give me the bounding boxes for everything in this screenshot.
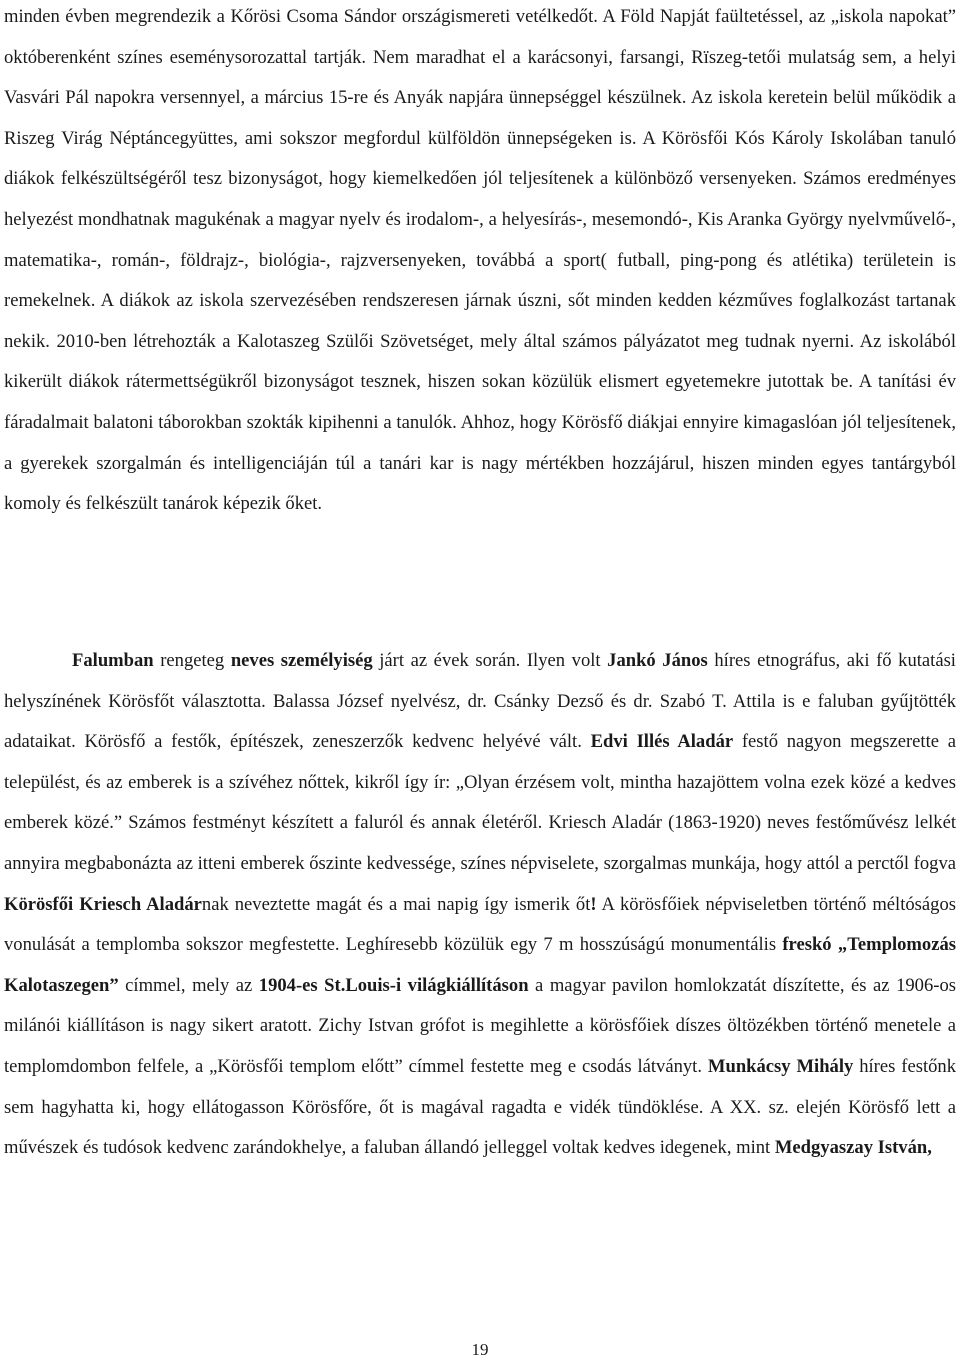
body-text: A körösfőiek népviseletben történő méltóságos vonulását a templomba sokszor megfestette. Leghíresebb közülük egy 7 m hosszúságú monumentális (4, 893, 957, 956)
body-text: rengeteg (153, 650, 231, 671)
bold-text: Körösfői Kriesch Aladár (4, 893, 202, 915)
bold-text: Jankó János (607, 650, 708, 671)
bold-text: 1904-es St.Louis-i világkiállításon (258, 974, 529, 996)
bold-text: Falumban (72, 650, 154, 671)
body-text: festő nagyon megszerette a települést, és az emberek is a szívéhez nőttek, kikről így ír: „Olyan érzésem volt, mintha hazajöttem volna ezek közé a kedves emberek közé.” Számos festményt készített a faluról és annak életéről. Kriesch Aladár (1863-1920) neves festőművész lelkét annyira megbabonázta az itteni emberek őszinte kedvessége, színes népviselete, szorgalmas munkája, hogy attól a perctől fogva (4, 731, 956, 874)
bold-text: ! (590, 893, 597, 915)
page-number: 19 (471, 1340, 489, 1359)
body-text: járt az évek során. Ilyen volt (372, 650, 608, 671)
bold-text: Medgyaszay István, (774, 1137, 932, 1159)
body-text: címmel, mely az (118, 974, 259, 996)
bold-text: Munkácsy Mihály (707, 1055, 854, 1077)
paragraph-school-activities: minden évben megrendezik a Kőrösi Csoma Sándor országismereti vetélkedőt. A Föld Napját faültetéssel, az „iskola napokat” októberenként színes eseménysorozattal tartják. Nem maradhat el a karácsonyi, farsangi, Rïszeg-tetői mulatság sem, a helyi Vasvári Pál napokra versennyel, a március 15-re és Anyák napjára ünnepséggel készülnek. Az iskola keretein belül működik a Riszeg Virág Néptáncegyüttes, ami sokszor megfordul külföldön ünnepségeken is. A Körösfői Kós Károly Iskolában tanuló diákok felkészültségéről tesz bizonyságot, hogy kiemelkedően jól teljesítenek a különböző versenyeken. Számos eredményes helyezést mondhatnak magukénak a magyar nyelv és irodalom-, a helyesírás-, mesemondó-, Kis Aranka György nyelvművelő-, matematika-, román-, földrajz-, biológia-, rajzversenyeken, továbbá a sport( futball, ping-pong és atlétika) területein is remekelnek. A diákok az iskola szervezésében rendszeresen járnak úszni, sőt minden kedden kézműves foglalkozást tartanak nekik. 2010-ben létrehozták a Kalotaszeg Szülői Szövetséget, mely által számos pályázatot meg tudnak nyerni. Az iskolából kikerült diákok rátermettségükről bizonyságot tesznek, hiszen sokan közülük elismert egyetemekre jutottak be. A tanítási év fáradalmait balatoni táborokban szokták kipihenni a tanulók. Ahhoz, hogy Körösfő diákjai ennyire kimagaslóan jól teljesítenek, a gyerekek szorgalmán és intelligenciáján túl a tanári kar is nagy mértékben hozzájárul, hiszen minden egyes tantárgyból komoly és felkészült tanárok képezik őket. (4, 6, 956, 515)
body-text: híres etnográfus, aki fő kutatási helyszínének Körösfőt választotta. Balassa József nyelvész, dr. Csánky Dezső és dr. Szabó T. Attila is e faluban gyűjtötték adataikat. Körösfő a festők, építészek, zeneszerzők kedvenc helyévé vált. (4, 650, 956, 753)
paragraph-notable-people (4, 641, 956, 1169)
bold-text: neves személyiség (230, 650, 373, 671)
bold-text: freskó „Templomozás Kalotaszegen” (4, 934, 956, 996)
body-text: híres festőnk sem hagyhatta ki, hogy ellátogasson Körösfőre, őt is magával ragadta e vidék tündöklése. A XX. sz. elején Körösfő lett a művészek és tudósok kedvenc zarándokhelye, a faluban állandó jelleggel voltak kedves idegenek, mint (4, 1055, 957, 1159)
bold-text: Edvi Illés Aladár (590, 731, 734, 753)
body-text: nak neveztette magát és a mai napig így ismerik őt (201, 893, 591, 915)
body-text: a magyar pavilon homlokzatát díszítette, és az 1906-os milánói kiállításon is nagy sikert aratott. Zichy Istvan grófot is megihlette a körösfőiek díszes öltözékben történő menetele a templomdombon felfele, a „Körösfői templom előtt” címmel festette meg e csodás látványt. (4, 974, 956, 1077)
